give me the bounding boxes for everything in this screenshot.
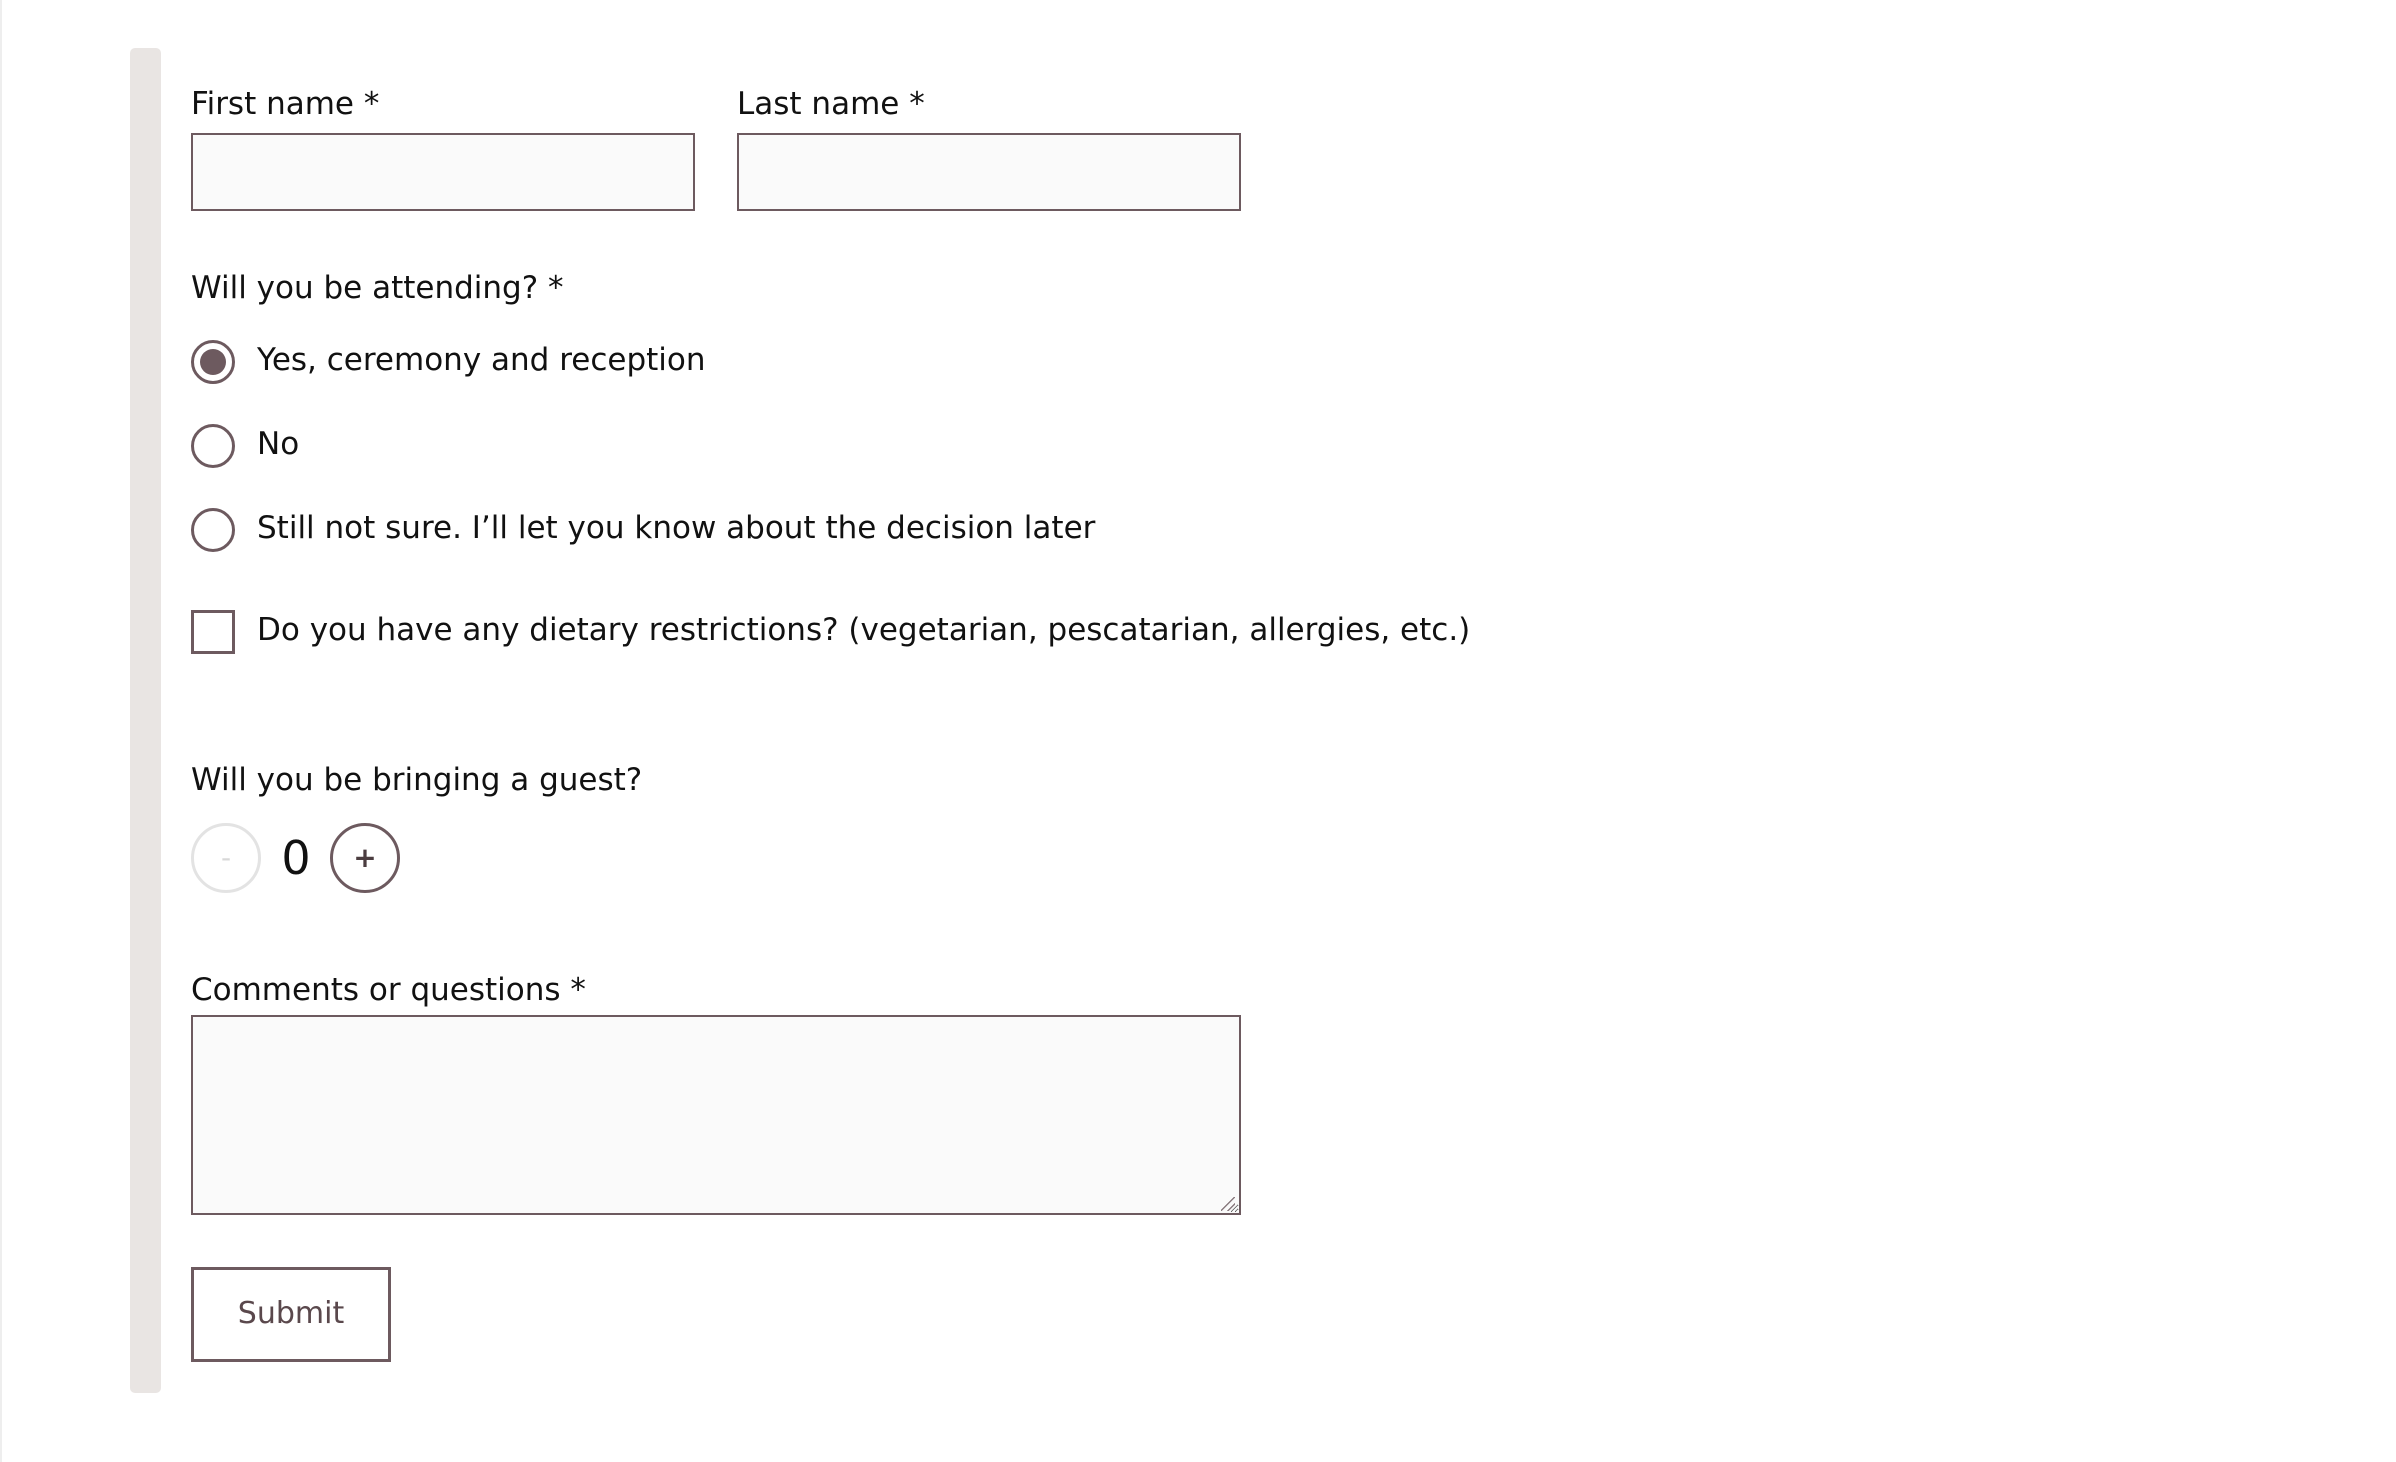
page-edge-line — [0, 0, 2, 1462]
first-name-label: First name * — [191, 86, 380, 122]
submit-button[interactable]: Submit — [191, 1267, 391, 1362]
last-name-label: Last name * — [737, 86, 925, 122]
rsvp-form — [191, 0, 1491, 1462]
comments-label: Comments or questions * — [191, 972, 586, 1008]
first-name-input[interactable] — [191, 133, 695, 211]
radio-unselected-icon[interactable] — [191, 508, 235, 552]
guest-count-value: 0 — [281, 831, 311, 885]
minus-icon[interactable]: - — [191, 823, 261, 893]
radio-dot — [200, 349, 226, 375]
dietary-restrictions-label: Do you have any dietary restrictions? (vegetarian, pescatarian, allergies, etc.) — [257, 612, 1471, 648]
radio-selected-icon[interactable] — [191, 340, 235, 384]
attending-question-label: Will you be attending? * — [191, 270, 564, 306]
attending-option-label: No — [257, 426, 300, 462]
resize-grip-icon[interactable] — [1221, 1197, 1235, 1211]
form-accent-bar — [130, 48, 161, 1393]
checkbox-icon[interactable] — [191, 610, 235, 654]
attending-option-label: Yes, ceremony and reception — [257, 342, 706, 378]
plus-icon[interactable]: + — [330, 823, 400, 893]
comments-textarea[interactable] — [191, 1015, 1241, 1215]
last-name-input[interactable] — [737, 133, 1241, 211]
attending-option-label: Still not sure. I’ll let you know about the decision later — [257, 510, 1096, 546]
guest-question-label: Will you be bringing a guest? — [191, 762, 643, 798]
radio-unselected-icon[interactable] — [191, 424, 235, 468]
